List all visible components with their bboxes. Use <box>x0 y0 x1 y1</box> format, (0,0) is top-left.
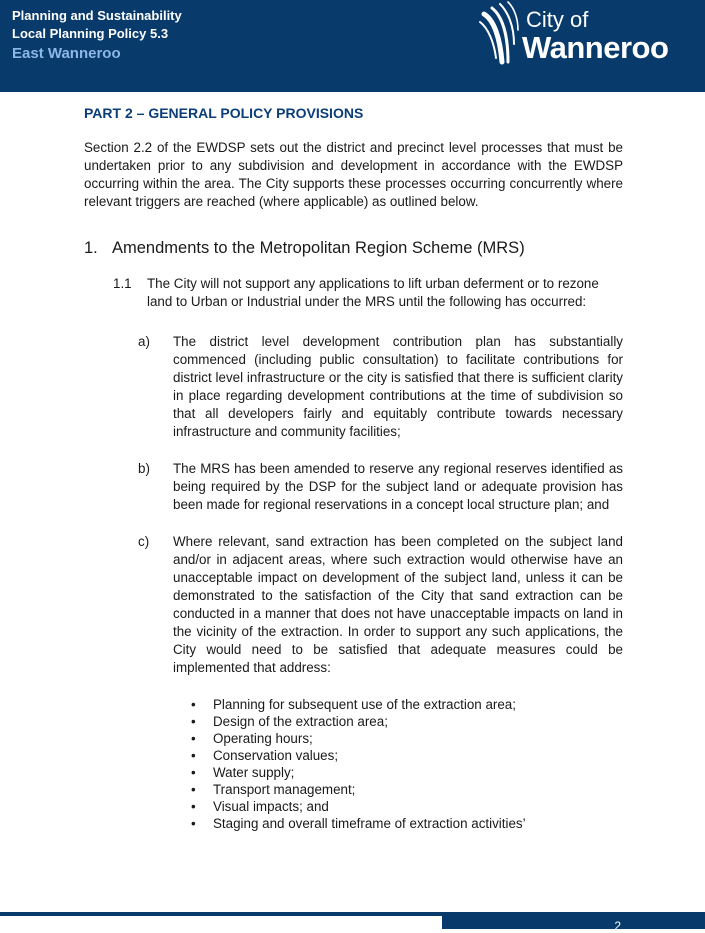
bullet-text: Visual impacts; and <box>213 799 329 814</box>
list-item <box>191 764 623 781</box>
bullet-text: Design of the extraction area; <box>213 714 388 729</box>
footer-page-block <box>442 916 705 929</box>
header-policy: Local Planning Policy 5.3 <box>12 26 169 41</box>
section-number: 1. <box>84 239 98 257</box>
bullet-text: Operating hours; <box>213 731 313 746</box>
bullet-icon: • <box>191 697 196 712</box>
part-heading: PART 2 – GENERAL POLICY PROVISIONS <box>84 105 364 121</box>
bullet-text: Water supply; <box>213 765 295 780</box>
bullet-icon: • <box>191 731 196 746</box>
bullet-icon: • <box>191 782 196 797</box>
list-item <box>191 730 623 747</box>
bullet-icon: • <box>191 816 196 831</box>
header-titles <box>12 7 182 64</box>
logo-name-text: Wanneroo <box>522 30 669 65</box>
condition-list <box>84 333 623 677</box>
condition-item-a <box>138 333 623 441</box>
bullet-icon: • <box>191 799 196 814</box>
bullet-text: Transport management; <box>213 782 356 797</box>
logo-city-text: City of <box>526 7 589 32</box>
list-item <box>191 781 623 798</box>
header-area: East Wanneroo <box>12 45 121 62</box>
item-letter: b) <box>138 461 150 476</box>
subsection-number: 1.1 <box>113 276 132 291</box>
page-number: 2 <box>614 919 621 933</box>
condition-item-b <box>138 460 623 514</box>
list-item <box>191 747 623 764</box>
city-logo <box>478 0 698 72</box>
item-letter: c) <box>138 534 150 549</box>
header-department: Planning and Sustainability <box>12 8 182 23</box>
item-text: The MRS has been amended to reserve any regional reserves identified as being required by the DSP for the subject land or adequate provision has been made for regional reservations in a concept local structure plan; and <box>173 461 623 512</box>
list-item <box>191 713 623 730</box>
list-item <box>191 696 623 713</box>
document-body <box>84 104 623 832</box>
section-title: Amendments to the Metropolitan Region Scheme (MRS) <box>112 239 525 257</box>
intro-paragraph: Section 2.2 of the EWDSP sets out the district and precinct level processes that must be undertaken prior to any subdivision and development in accordance with the EWDSP occurring within the area. The City supports these processes occurring concurrently where relevant triggers are reached (where applicable) as outlined below. <box>84 140 623 209</box>
bullet-icon: • <box>191 748 196 763</box>
condition-item-c <box>138 533 623 677</box>
item-letter: a) <box>138 334 150 349</box>
section-heading <box>84 237 623 259</box>
bullet-text: Staging and overall timeframe of extraction activities’ <box>213 816 526 831</box>
measures-bullet-list <box>84 696 623 832</box>
list-item <box>191 815 623 832</box>
bullet-icon: • <box>191 714 196 729</box>
subsection-text: The City will not support any applications to lift urban deferment or to rezone land to Urban or Industrial under the MRS until the following has occurred: <box>147 276 599 309</box>
bullet-icon: • <box>191 765 196 780</box>
item-text: Where relevant, sand extraction has been completed on the subject land and/or in adjacent areas, where such extraction would otherwise have an unacceptable impact on development of the subject land, unless it can be demonstrated to the satisfaction of the City that sand extraction can be conducted in a manner that does not have unacceptable impacts on land in the vicinity of the extraction. In order to support any such applications, the City would need to be satisfied that adequate measures could be implemented that address: <box>173 534 623 675</box>
bullet-text: Conservation values; <box>213 748 339 763</box>
item-text: The district level development contribution plan has substantially commenced (including public consultation) to facilitate contributions for district level infrastructure or the city is satisfied that there is sufficient clarity in place regarding development contributions at the time of subdivision so that all developers fairly and equitably contribute towards necessary infrastructure and community facilities; <box>173 334 623 439</box>
subsection-1-1 <box>84 275 623 311</box>
list-item <box>191 798 623 815</box>
bullet-text: Planning for subsequent use of the extraction area; <box>213 697 516 712</box>
page-header <box>0 0 705 92</box>
